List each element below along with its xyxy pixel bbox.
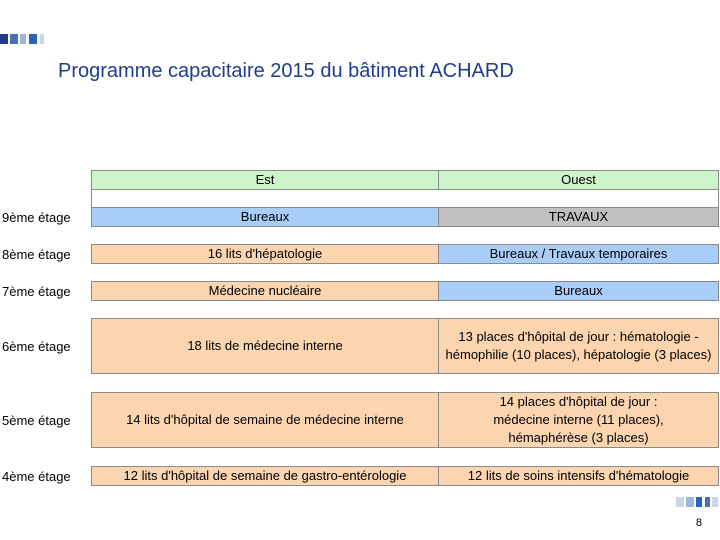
floor-label: 5ème étage [2, 412, 71, 428]
cell-east: 18 lits de médecine interne [91, 318, 439, 374]
floor-label: 6ème étage [2, 338, 71, 354]
floor-label: 7ème étage [2, 283, 71, 299]
floor-label: 8ème étage [2, 246, 71, 262]
header-east: Est [91, 170, 439, 190]
cell-east: Médecine nucléaire [91, 281, 439, 301]
cell-west: 13 places d'hôpital de jour : hématologie - hémophilie (10 places), hépatologie (3 places) [438, 318, 719, 374]
cell-west: 12 lits de soins intensifs d'hématologie [438, 466, 719, 486]
page-number: 8 [695, 517, 702, 529]
slide-title: Programme capacitaire 2015 du bâtiment ACHARD [58, 60, 514, 82]
floor-label: 9ème étage [2, 209, 71, 225]
floor-label: 4ème étage [2, 468, 71, 484]
cell-west: 14 places d'hôpital de jour : médecine interne (11 places), hémaphérèse (3 places) [438, 392, 719, 448]
header-west: Ouest [438, 170, 719, 190]
cell-east: 12 lits d'hôpital de semaine de gastro-entérologie [91, 466, 439, 486]
cell-west: Bureaux [438, 281, 719, 301]
cell-east: 14 lits d'hôpital de semaine de médecine interne [91, 392, 439, 448]
cell-west: TRAVAUX [438, 207, 719, 227]
cell-west: Bureaux / Travaux temporaires [438, 244, 719, 264]
cell-east: Bureaux [91, 207, 439, 227]
cell-east: 16 lits d'hépatologie [91, 244, 439, 264]
